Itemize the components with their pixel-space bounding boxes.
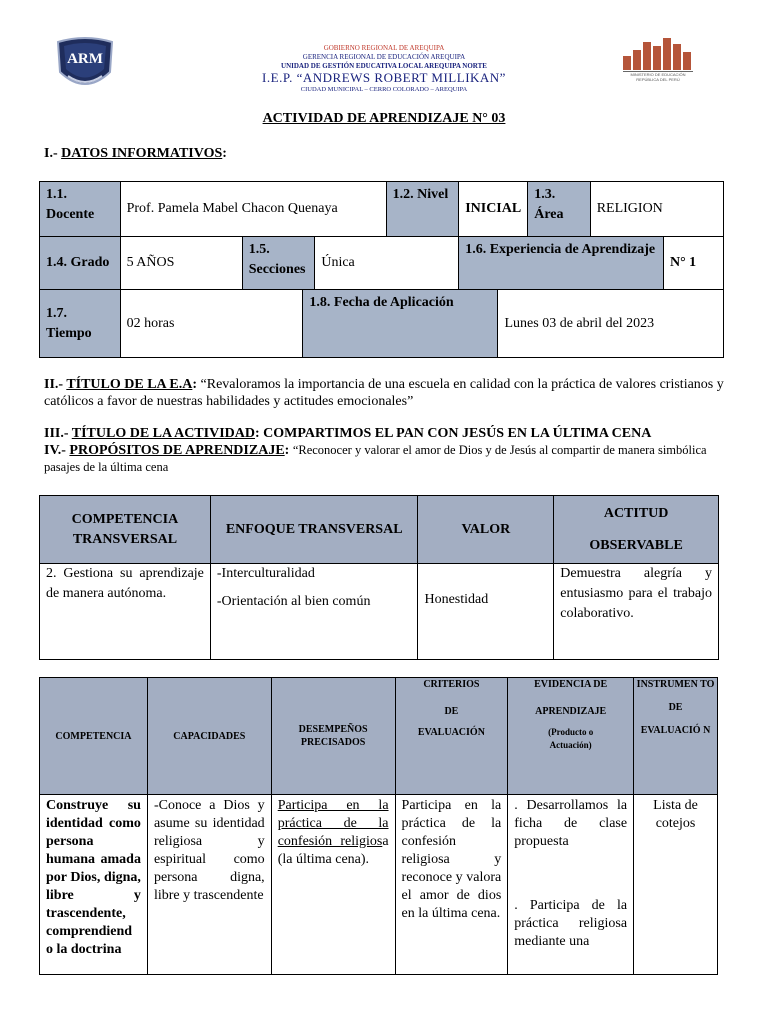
evidencia-cell: [508, 795, 634, 975]
area-value: RELIGION: [590, 182, 723, 237]
header-evidencia-line-2: APRENDIZAJE: [535, 706, 607, 717]
enfoque-item-1: -Interculturalidad: [216, 566, 315, 581]
actitud-observable-cell: Demuestra alegría y entusiasmo para el trabajo colaborativo.: [554, 564, 719, 660]
datos-informativos-table: [39, 181, 724, 358]
header-evidencia-line-3: (Producto o Actuación): [548, 727, 594, 750]
document-header: [0, 0, 768, 110]
experiencia-label: 1.6. Experiencia de Aprendizaje: [459, 237, 664, 290]
header-instrumento: [634, 678, 718, 795]
header-instrumento-line-2: DE: [668, 702, 683, 713]
header-line-3: UNIDAD DE GESTIÓN EDUCATIVA LOCAL AREQUIPA NORTE: [281, 62, 487, 70]
header-evidencia-line-1: EVIDENCIA DE: [534, 679, 608, 690]
desempeno-underlined: Participa en la práctica de la confesión religios: [277, 798, 389, 849]
section-datos-heading: [44, 146, 227, 162]
desempenos-cell: [271, 795, 395, 975]
school-shield-logo: [52, 36, 118, 92]
evidencia-item-1: . Desarrollamos la ficha de clase propuesta: [514, 798, 628, 849]
header-line-2: GERENCIA REGIONAL DE EDUCACIÓN AREQUIPA: [302, 53, 466, 61]
titulo-ea-colon: :: [192, 377, 201, 392]
evidencia-item-2: . Participa de la práctica religiosa mediante una: [514, 898, 628, 949]
titulo-actividad-paragraph: [44, 425, 724, 442]
document-title: ACTIVIDAD DE APRENDIZAJE N° 03: [262, 111, 506, 126]
competencias-table: [39, 677, 718, 975]
header-criterios-line-3: EVALUACIÓN: [417, 727, 485, 738]
area-label: 1.3. Área: [528, 182, 590, 237]
institution-heading: [200, 44, 568, 94]
header-enfoque-transversal: ENFOQUE TRANSVERSAL: [210, 496, 418, 564]
header-actitud-line-1: ACTITUD: [603, 505, 669, 521]
logo-left-text: ARM: [67, 51, 103, 67]
secciones-value: Única: [315, 237, 459, 290]
header-competencia: COMPETENCIA: [40, 678, 148, 795]
header-line-5: CIUDAD MUNICIPAL – CERRO COLORADO – AREQUIPA: [300, 86, 468, 93]
experiencia-value: N° 1: [663, 237, 723, 290]
docente-value: Prof. Pamela Mabel Chacon Quenaya: [120, 182, 386, 237]
enfoque-item-2: -Orientación al bien común: [216, 594, 371, 609]
section-colon: :: [222, 146, 227, 161]
header-actitud-observable: [554, 496, 719, 564]
header-capacidades: CAPACIDADES: [147, 678, 271, 795]
titulo-ea-paragraph: [44, 376, 724, 410]
enfoque-transversal-cell: [210, 564, 418, 660]
propositos-label: PROPÓSITOS DE APRENDIZAJE: [69, 443, 285, 458]
desempeno-rest: a (la última cena).: [277, 834, 389, 867]
secciones-label: 1.5. Secciones: [242, 237, 315, 290]
fecha-value: Lunes 03 de abril del 2023: [498, 290, 724, 358]
header-criterios: [395, 678, 508, 795]
propositos-number: IV.-: [44, 443, 70, 458]
grado-label: 1.4. Grado: [40, 237, 121, 290]
valor-cell: Honestidad: [418, 564, 554, 660]
header-criterios-line-1: CRITERIOS: [423, 679, 480, 690]
header-instrumento-line-1: INSTRUMEN TO: [636, 679, 715, 690]
propositos-paragraph: [44, 442, 724, 476]
propositos-text: “Reconocer y valorar el amor de Dios y de Jesús al compartir de manera simbólica pasajes de la última cena: [44, 443, 707, 474]
header-desempenos: DESEMPEÑOS PRECISADOS: [271, 678, 395, 795]
header-line-4: I.E.P. “ANDREWS ROBERT MILLIKAN”: [262, 70, 506, 85]
titulo-actividad-text: : COMPARTIMOS EL PAN CON JESÚS EN LA ÚLTIMA CENA: [254, 426, 652, 441]
header-instrumento-line-3: EVALUACIÓ N: [640, 725, 711, 736]
nivel-label: 1.2. Nivel: [386, 182, 459, 237]
titulo-ea-text: “Revaloramos la importancia de una escuela en calidad con la práctica de valores cristianos y católicos a favor de nuestras habilidades y actitudes emocionales”: [44, 377, 724, 409]
header-actitud-line-2: OBSERVABLE: [589, 537, 683, 553]
header-competencia-transversal: COMPETENCIA TRANSVERSAL: [40, 496, 211, 564]
tiempo-value: 02 horas: [120, 290, 303, 358]
nivel-value: INICIAL: [459, 182, 528, 237]
titulo-ea-number: II.-: [44, 377, 67, 392]
propositos-colon: :: [284, 443, 293, 458]
ministry-logo-caption: MINISTERIO DE EDUCACIÓN REPÚBLICA DEL PERÚ: [630, 72, 686, 82]
competencia-transversal-cell: 2. Gestiona su aprendizaje de manera autónoma.: [40, 564, 211, 660]
header-criterios-line-2: DE: [444, 706, 459, 717]
grado-value: 5 AÑOS: [120, 237, 242, 290]
section-label: DATOS INFORMATIVOS: [61, 146, 223, 161]
titulo-actividad-number: III.-: [44, 426, 72, 441]
criterios-cell: Participa en la práctica de la confesión religiosa y reconoce y valora el amor de dios en la última cena.: [395, 795, 508, 975]
capacidades-cell: -Conoce a Dios y asume su identidad religiosa y espiritual como persona digna, libre y trascendente: [147, 795, 271, 975]
instrumento-cell: Lista de cotejos: [634, 795, 718, 975]
competencia-cell: Construye su identidad como persona humana amada por Dios, digna, libre y trascendente, comprendiend o la doctrina: [40, 795, 148, 975]
titulo-ea-label: TÍTULO DE LA E.A: [66, 377, 193, 392]
tiempo-label: 1.7. Tiempo: [40, 290, 121, 358]
header-line-1: GOBIERNO REGIONAL DE AREQUIPA: [323, 44, 445, 52]
header-evidencia: [508, 678, 634, 795]
docente-label: 1.1. Docente: [40, 182, 121, 237]
titulo-actividad-label: TÍTULO DE LA ACTIVIDAD: [71, 426, 255, 441]
fecha-label: 1.8. Fecha de Aplicación: [303, 290, 498, 358]
transversal-table: [39, 495, 719, 660]
section-number: I.-: [44, 146, 62, 161]
header-valor: VALOR: [418, 496, 554, 564]
